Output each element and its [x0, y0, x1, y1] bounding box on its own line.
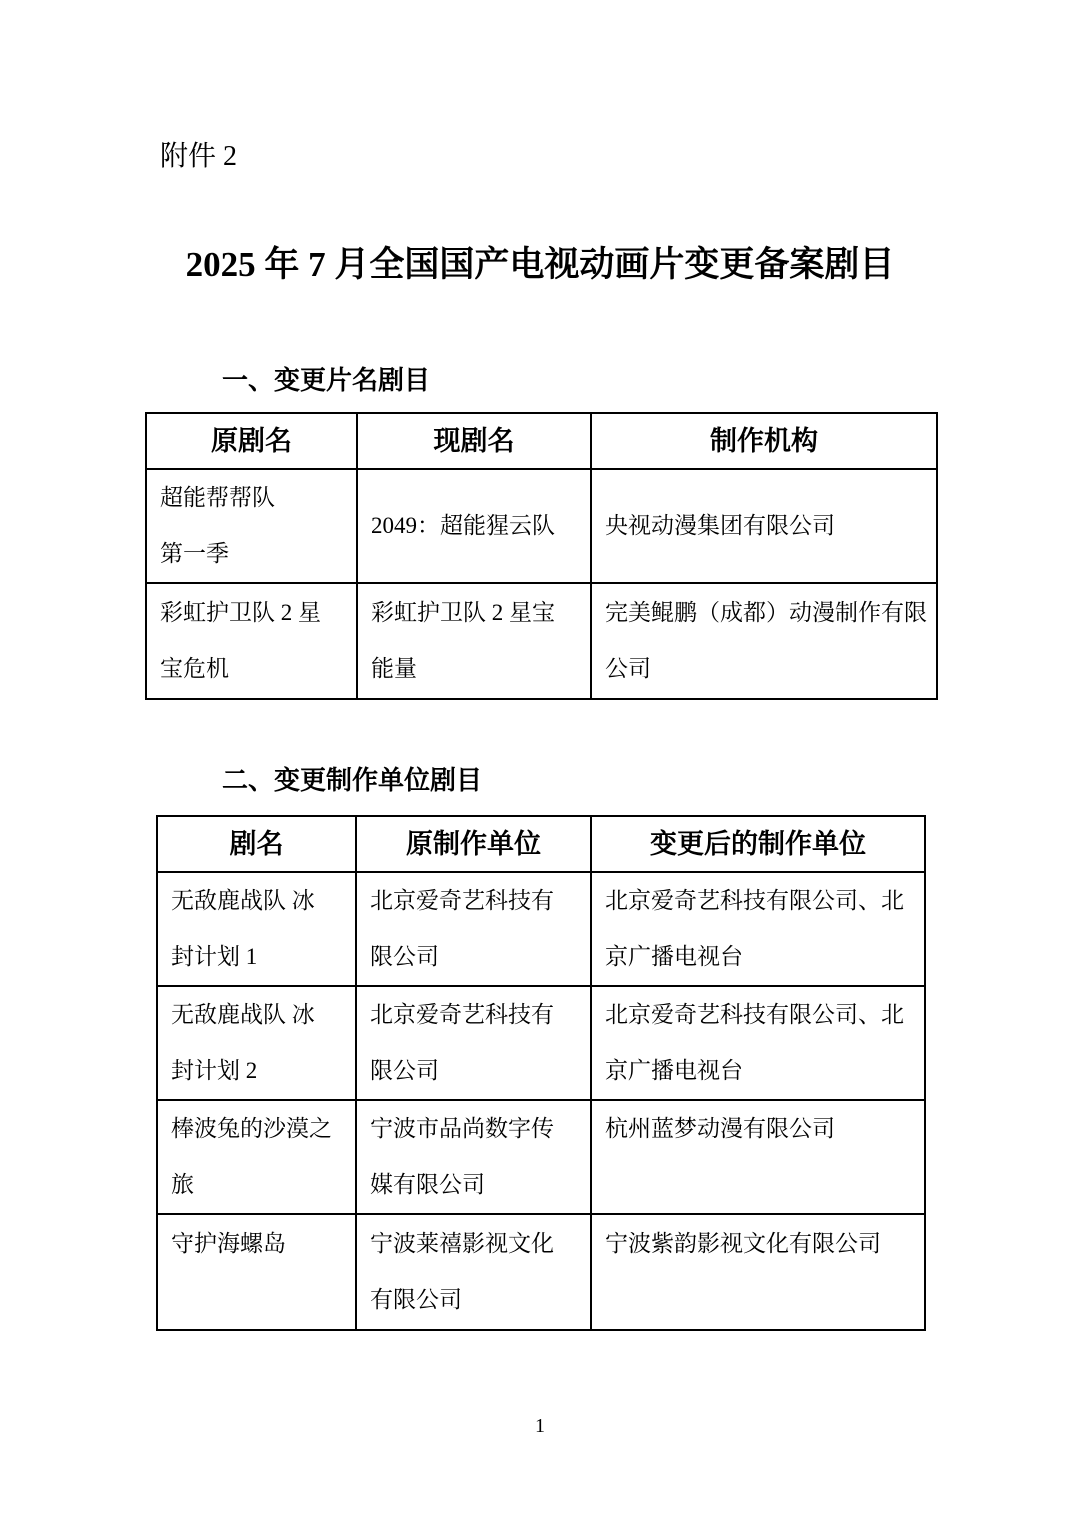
- cell-line: 北京爱奇艺科技有: [370, 1002, 554, 1027]
- cell-line: 杭州蓝梦动漫有限公司: [605, 1116, 835, 1141]
- cell-line: 公司: [605, 656, 651, 681]
- cell-line: 宁波紫韵影视文化有限公司: [605, 1231, 881, 1256]
- table-header-label: 制作机构: [710, 426, 818, 456]
- table-header-label: 原制作单位: [406, 829, 541, 859]
- table-cell: [357, 1101, 592, 1213]
- table-cell: [158, 873, 357, 985]
- table-cell: [592, 584, 936, 698]
- cell-line: [605, 1272, 611, 1328]
- table-row: [158, 987, 924, 1101]
- producer-change-table: [156, 815, 926, 1331]
- cell-line: 有限公司: [370, 1287, 462, 1312]
- table-header-cell: [592, 414, 936, 468]
- table-header-label: 现剧名: [433, 426, 515, 456]
- table-row: [158, 873, 924, 987]
- table-header-cell: [147, 414, 358, 468]
- table-cell: [357, 873, 592, 985]
- table-cell: [158, 987, 357, 1099]
- cell-line: 完美鲲鹏（成都）动漫制作有限: [605, 600, 927, 625]
- cell-line: 北京爱奇艺科技有限公司、北: [605, 1002, 904, 1027]
- cell-line: 宁波市品尚数字传: [370, 1116, 554, 1141]
- cell-line: 北京爱奇艺科技有限公司、北: [605, 888, 904, 913]
- page-number: 1: [535, 1415, 545, 1437]
- cell-line: 能量: [371, 656, 417, 681]
- cell-line: 封计划 2: [171, 1058, 258, 1083]
- cell-line: 北京爱奇艺科技有: [370, 888, 554, 913]
- cell-line: 宝危机: [160, 656, 229, 681]
- table-cell: [592, 470, 936, 582]
- cell-line: 京广播电视台: [605, 944, 743, 969]
- cell-line: 媒有限公司: [370, 1172, 485, 1197]
- table-row: [147, 584, 936, 698]
- cell-line: 超能帮帮队: [160, 485, 275, 510]
- cell-line: 2049：超能猩云队: [371, 513, 555, 538]
- table-header-cell: [358, 414, 592, 468]
- table-header-label: 原剧名: [211, 426, 292, 456]
- table-cell: [358, 584, 592, 698]
- attachment-label: 附件 2: [160, 141, 238, 172]
- table-cell: [592, 1215, 924, 1329]
- cell-line: [171, 1272, 177, 1328]
- cell-line: 封计划 1: [171, 944, 258, 969]
- table-cell: [592, 987, 924, 1099]
- table-header-cell: [357, 817, 592, 871]
- table-row: [158, 1101, 924, 1215]
- cell-line: 彩虹护卫队 2 星: [160, 600, 321, 625]
- table-cell: [158, 1215, 357, 1329]
- cell-line: 限公司: [370, 944, 439, 969]
- cell-line: 无敌鹿战队 冰: [171, 888, 315, 913]
- cell-line: 棒波兔的沙漠之: [171, 1116, 332, 1141]
- table-header-row: [158, 817, 924, 873]
- table-header-cell: [158, 817, 357, 871]
- table-header-label: 剧名: [229, 829, 284, 859]
- cell-line: 无敌鹿战队 冰: [171, 1002, 315, 1027]
- cell-line: 宁波莱禧影视文化: [370, 1231, 554, 1256]
- table-cell: [358, 470, 592, 582]
- table-cell: [357, 1215, 592, 1329]
- table-header-row: [147, 414, 936, 470]
- table-cell: [592, 873, 924, 985]
- cell-line: 守护海螺岛: [171, 1231, 286, 1256]
- cell-line: 限公司: [370, 1058, 439, 1083]
- table-cell: [147, 470, 358, 582]
- table-header-cell: [592, 817, 924, 871]
- section-heading-rename: 一、变更片名剧目: [222, 365, 431, 395]
- table-cell: [158, 1101, 357, 1213]
- table-row: [158, 1215, 924, 1329]
- table-header-label: 变更后的制作单位: [650, 829, 866, 859]
- cell-line: 央视动漫集团有限公司: [605, 513, 835, 538]
- cell-line: 旅: [171, 1172, 194, 1197]
- table-cell: [592, 1101, 924, 1213]
- document-title: 2025 年 7 月全国国产电视动画片变更备案剧目: [185, 245, 895, 284]
- table-cell: [357, 987, 592, 1099]
- rename-table: [145, 412, 938, 700]
- section-heading-producer-change: 二、变更制作单位剧目: [222, 765, 483, 795]
- cell-line: 彩虹护卫队 2 星宝: [371, 600, 555, 625]
- cell-line: 京广播电视台: [605, 1058, 743, 1083]
- table-row: [147, 470, 936, 584]
- table-cell: [147, 584, 358, 698]
- cell-line: 第一季: [160, 541, 229, 566]
- cell-line: [605, 1157, 611, 1213]
